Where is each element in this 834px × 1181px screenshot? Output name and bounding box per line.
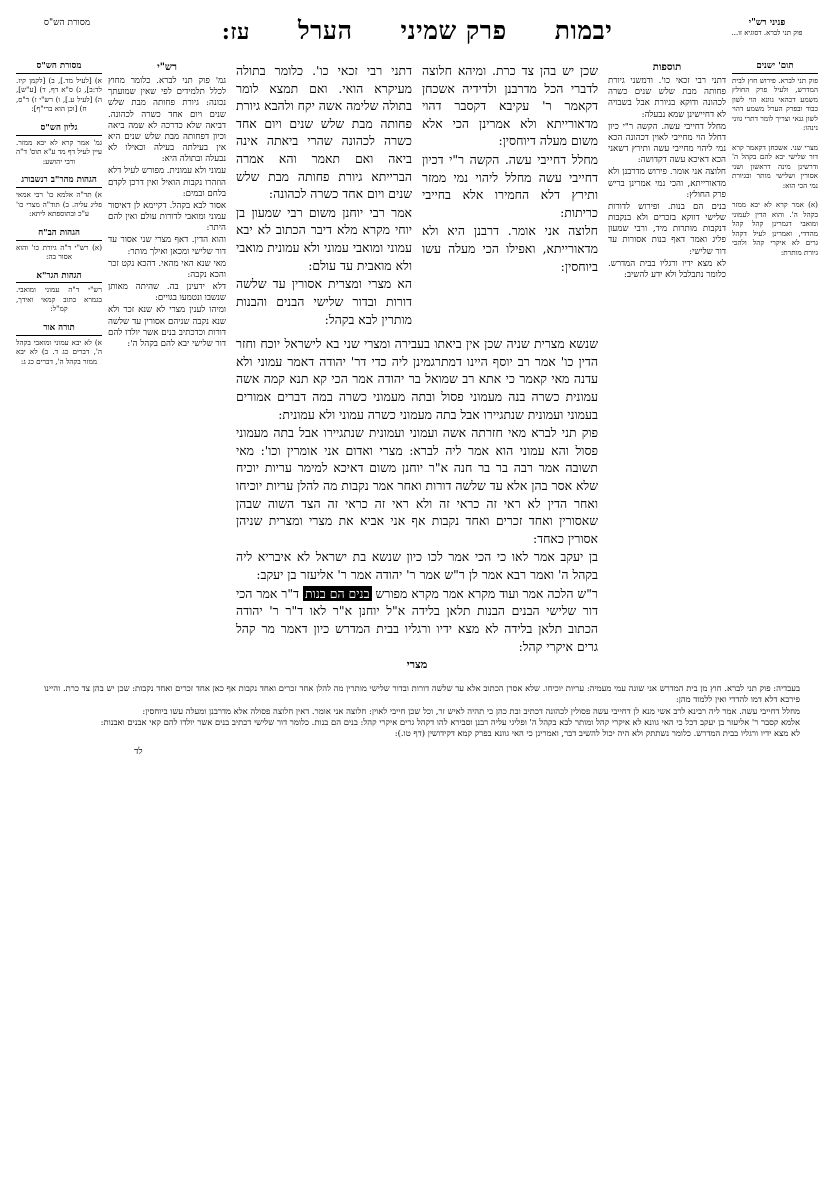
note-title: הגהות הב"ח	[16, 229, 102, 241]
header-left-note-title: פניני רש"י	[748, 18, 786, 28]
tosafot-paragraph: בנים הם בנות. ופירוש לדורות שלישי דווקא בזכרים ולא בנקבות דנקבות מותרות מיד, ורבי שמעון פליג ואמר דאף בנות אסורות עד דור שלישי:	[608, 201, 726, 257]
note-block-tosafot-yeshanim	[732, 62, 818, 133]
page-body	[16, 62, 818, 673]
bottom-paragraph: לא מצא ידיו ורגליו בבית המדרש. כלומר נשתתק ולא היה יכול להשיב דבר, ואמרינן כי האי גוונא בפרק קמא דקידושין (דף טו.):	[394, 728, 800, 739]
tosafot-yeshanim-column	[732, 62, 818, 673]
header-title-group	[112, 14, 722, 46]
note-body: (א) אמר קרא לא יבא ממזר בקהל ה'. והוא הדין לעמוני ומואבי דגמרינן קהל קהל מהדדי, ואמרינן לעיל דקהל גרים לא איקרי קהל ולהכי גיורת מותרת:	[732, 200, 818, 257]
tosafot-column	[608, 62, 726, 673]
note-block-gilyon	[16, 124, 102, 166]
tosafot-paragraph: חלוצה אני אומר. פירוש מדרבנן ולא מדאורייתא, והכי נמי אמרינן בריש פרק החולץ:	[608, 167, 726, 200]
note-title: תום' ישנים	[732, 62, 818, 74]
gemara-paragraph: מחלל דחייבי עשה. הקשה ר"י דכיון דחייבי עשה מחלל ליהוי נמי ממזר ותירץ דלא החמירו אלא בחייבי כריתות:	[422, 152, 598, 220]
note-body: א) לא יבא עמוני ומואבי בקהל ה', דברים כג ד. ב) לא יבא ממזר בקהל ה', דברים כג ג:	[16, 337, 102, 366]
note-title: גליון הש"ס	[16, 124, 102, 136]
daf-number: עז:	[221, 19, 250, 45]
header-left-note-body: פוק תני לברא. דסוגיא זו...	[731, 29, 803, 38]
tosafot-paragraph: לא מצא ידיו ורגליו בבית המדרש. כלומר נתבלבל ולא ידע להשיב:	[608, 258, 726, 280]
gemara-paragraph: הא מצרי ומצרית אסורין עד שלשה דורות ובדור שלישי הבנים והבנות מותרין לבא בקהל:	[236, 276, 412, 327]
note-block-bach	[16, 229, 102, 262]
note-title: מסורת הש"ס	[16, 62, 102, 74]
gemara-paragraph: דתני רבי זכאי כו'. כלומר בתולה מעיקרא הואי. ואם תמצא לומר בתולה שלימה אשה יקח ולהבא גיורת פחותה מבת שלש שנים ויום אחד כשרה לכהונה שהרי ביאתה אינה ביאה ואם תאמר והא אמרה הברייתא גיורת פחותה מבת שלש שנים ויום אחד כשרה לכהונה:	[236, 63, 412, 202]
header-left-note	[722, 14, 812, 38]
rashi-paragraph: גמ' פוק תני לברא. כלומר מחוץ לכלל תלמידים לפי שאין שמועתך נכונה: גיורת פחותה מבת שלש שנים ויום אחד כשרה לכהונה. דביאה שלא כדרכה לא שמה ביאה וכיון דפחותה מבת שלש שנים היא אין בעילתה בעילה וכאילו לא נבעלה ובתולה היא:	[108, 76, 226, 165]
rashi-paragraph: מאי שנא האי מהאי. דהכא נקט זכר והכא נקבה:	[108, 258, 226, 280]
rashi-paragraph: אסור לבא בקהל. דקיימא לן דאיסור עמוני ומואבי לדורות עולם ואין להם היתר:	[108, 200, 226, 234]
note-block-gra	[16, 272, 102, 314]
note-body: א) [לעיל מד.], ב) [לקמן קיז. לד:ב], ג) ס"א דף, ד) [ע"ש], ה) [לעיל ע.], ו) רש"י ז) ד"ס, ח) [וכן הוא ברי"ף]:	[16, 75, 102, 114]
masoret-column	[16, 62, 102, 673]
rashi-paragraph: עמוני ולא עמונית. מפורש לעיל דלא הוזהרו נקבות הואיל ואין דרכן לקדם בלחם ובמים:	[108, 166, 226, 199]
chapter-title: פרק שמיני	[400, 16, 507, 45]
note-block-torah-or	[16, 324, 102, 366]
gemara-paragraph: פוק תני לברא מאי חזרתה אשה ועמוני ועמונית שנתגיירו אבל בתה מעמוני פסול והא עמוני הוא אמר ליה לברא: מצרי ואדום אני אומרין וכו': מאי תשובה אמר רבה בר בר חנה א"ר יוחנן משום דאיכא למימר עריות יוכיח שלא אסר בהן אלא עד שלשה דורות ואחר אמר נקבות מה להלן עריות יוכיחו ואחר הדין לא ראי זה כראי זה ולא ראי זה כראי זה הצד השוה שבהן שאסורין ואחד זכרים ואחד נקבות אף אני אביא את מצרי ומצרית שניהן אסורין כאחד:	[236, 425, 598, 546]
rashi-paragraph: והוא הדין. דאף מצרי שני אסור עד דור שלישי ומכאן ואילך מותר:	[108, 235, 226, 257]
bottom-paragraph: בעבדיה: פוק תני לברא. חוץ מן בית המדרש אני שונה עמי מעמיה: עריות יוכיחו. שלא אסרן הכתוב אלא עד שלשה דורות ובדור שלישי מותרין מה להלן אחד זכרים ואחד נקבות אף כאן אחד זכרים ואחד נקבות: שכן יש בהן צד כרת. והיינו פירכא דלא דמו להדדי ואין ללמוד מהן:	[44, 682, 800, 705]
note-block-secondary	[732, 143, 818, 191]
tractate-title: יבמות	[554, 16, 613, 45]
gemara-column	[232, 62, 602, 673]
note-body: רש"י ד"ה עמוני ומואבי. בגמרא כתוב קמאי ואידך, קמ"ל:	[16, 285, 102, 314]
gemara-paragraph: חלוצה אני אומר. דרבנן היא ולא מדאורייתא, ואפילו הכי מעלה עשו ביוחסין:	[422, 223, 598, 274]
note-body: א) תד"ה אלמא כו' רבי אמאי פליג עליה. ב) תוד"ה מצרי כו' ע"כ ובתוספתא ליתא:	[16, 190, 102, 219]
note-block-tertiary	[732, 200, 818, 257]
gemara-paragraph: אמר רבי יוחנן משום רבי שמעון בן יוחי מקרא מלא דיבר הכתוב לא יבא עמוני ומואבי עמוני ולא עמונית מואבי ולא מואבית עד עולם:	[236, 204, 412, 273]
rashi-paragraph: ומיהו לענין מצרי לא שנא זכר ולא שנא נקבה שניהם אסורין עד שלשה דורות וכדכתיב בנים אשר יולדו להם דור שלישי יבא להם בקהל ה':	[108, 305, 226, 349]
header-right-note-title: מסורת הש"ס	[43, 18, 91, 28]
bottom-paragraph: מחלל דחייבי עשה. אמר ליה רבינא לרב אשי מנא לן דחייבי עשה פסולין לכהונה דכתיב ובת כהן כי תהיה לאיש זר, וכל שכן חייבי לאוין: חלוצה אני אומר. דאין חלוצה פסולה אלא מדרבנן ומעלה עשו ביוחסין:	[142, 705, 800, 716]
gemara-paragraph: שנשא מצרית שניה שכן אין ביאתו בעבירה ומצרי שני בא לישראל יוכח וחזר הדין כו' אמר רב יוסף היינו דמתרגמינן ליה כדי דר' יהודה דאמר עמוני ולא עדנה מאי קאמר כי אתא רב שמואל בר יהודה אמר הכי קא תנא קמה אשה עמונית כשרה בנה מעמוני פסול ובתה מעמוני כשרה במה דברים אמורים בעמוני ועמונית שנתגיירו אבל בתה מעמוני כשרה עמוני ולא עמונית:	[236, 336, 598, 422]
note-title: תורה אור	[16, 324, 102, 336]
tosafot-heading: תוספות	[652, 62, 682, 73]
note-body: מצרי שני. אשכחן דקאמר קרא דור שלישי יבא להם בקהל ה' ודרשינן מינה דראשון ושני אסורין ושלישי מותר ובגיורת נמי הכי הוא:	[732, 142, 818, 190]
note-title: הגהות מהר"ב רנשבורג	[16, 176, 102, 188]
bottom-paragraph: אלמא קסבר ר' אליעזר בן יעקב דכל כי האי גוונא לא איקרי קהל ומותר לבא בקהל ה' ופליגי עליה רבנן וסבירא להו דקהל גרים איקרי קהל: בנים הם בנות. כלומר דור שלישי דכתיב בנים אשר יולדו להם קאי אבנים ואבנות:	[100, 716, 800, 727]
gemara-subcolumn-right	[236, 62, 412, 329]
tosafot-paragraph: דתני רבי זכאי כו'. ודמשני גיורת פחותה מבת שלש שנים כשרה לכהונה ודוקא בגיורת אבל בשבויה לא דחיישינן שמא נבעלה:	[608, 76, 726, 120]
gemara-paragraph: שכן יש בהן צד כרת. ומיהא חלוצה לדברי הכל מדרבנן ולדידיה אשכחן דקאמר ר' עקיבא דקסבר דהוי מדאורייתא ולא אמרינן הכי אלא משום מעלה דיוחסין:	[422, 63, 598, 149]
rashi-paragraph: דלא ידעינן בה. שהיתה מאותן שנשבו ונטמעו בגויים:	[108, 282, 226, 304]
note-block-rensburg	[16, 176, 102, 218]
gemara-top-split	[236, 62, 598, 329]
page-header	[16, 14, 818, 60]
gemara-paragraph: בן יעקב אמר לאו כי הכי אמר לכו כיון שנשא בת ישראל לא איבריא ליה בקהל ה' ואמר רבא אמר לן ר"ש אמר ר' יהודה אמר ר' אליעזר בן יעקב:	[236, 549, 598, 583]
perek-word: הערל	[297, 16, 353, 45]
gemara-subcolumn-left	[422, 62, 598, 329]
gemara-paragraph-with-highlight: ר"ש הלכה אמר ועוד מקרא אמר מקרא מפורש ‏בנים הם בנות‏ ד"ר אמר הכי דור שלישי הבנים הבנות תלאן בלידה א"ל יוחנן א"ר לאו ד"ר ר' יהודה הכתוב תלאן בלידה לא מצא ידיו ורגליו בבית המדרש כיון דאמר מר קהל גרים איקרי קהל:	[236, 585, 598, 654]
folio-mark: לד	[134, 746, 143, 757]
note-body: גמ' אמר קרא לא יבא ממזר. עיין לעיל דף מד ע"א תוס' ד"ה ורבי יהושע:	[16, 137, 102, 166]
note-title: הגהות הגר"א	[16, 272, 102, 284]
catchword: מצרי	[406, 658, 428, 672]
note-body: פוק תני לברא. פירוש חוץ לבית המדרש, ולעיל פרק החולץ משמע דכהאי גוונא הוי לשון כבוד ובפרק הערל משמע דהוי לשון גנאי וצריך לומר דתרי גווני נינהו:	[732, 75, 818, 133]
header-right-note	[22, 14, 112, 29]
rashi-column	[108, 62, 226, 673]
bottom-commentary	[16, 683, 818, 740]
tosafot-paragraph: מחלל דחייבי עשה. הקשה ר"י כיון דחלל הוי מחייבי לאוין דכהונה הכא נמי ליהוי מחייבי עשה ותירץ דשאני הכא דאיכא עשה דקדושה:	[608, 121, 726, 166]
rashi-heading: רש"י	[157, 62, 177, 73]
note-body: (א) רש"י ד"ה גיורת כו' והוא אסור בה:	[16, 242, 102, 261]
note-block-masoret	[16, 62, 102, 114]
highlighted-phrase: בנים הם בנות	[305, 585, 370, 601]
